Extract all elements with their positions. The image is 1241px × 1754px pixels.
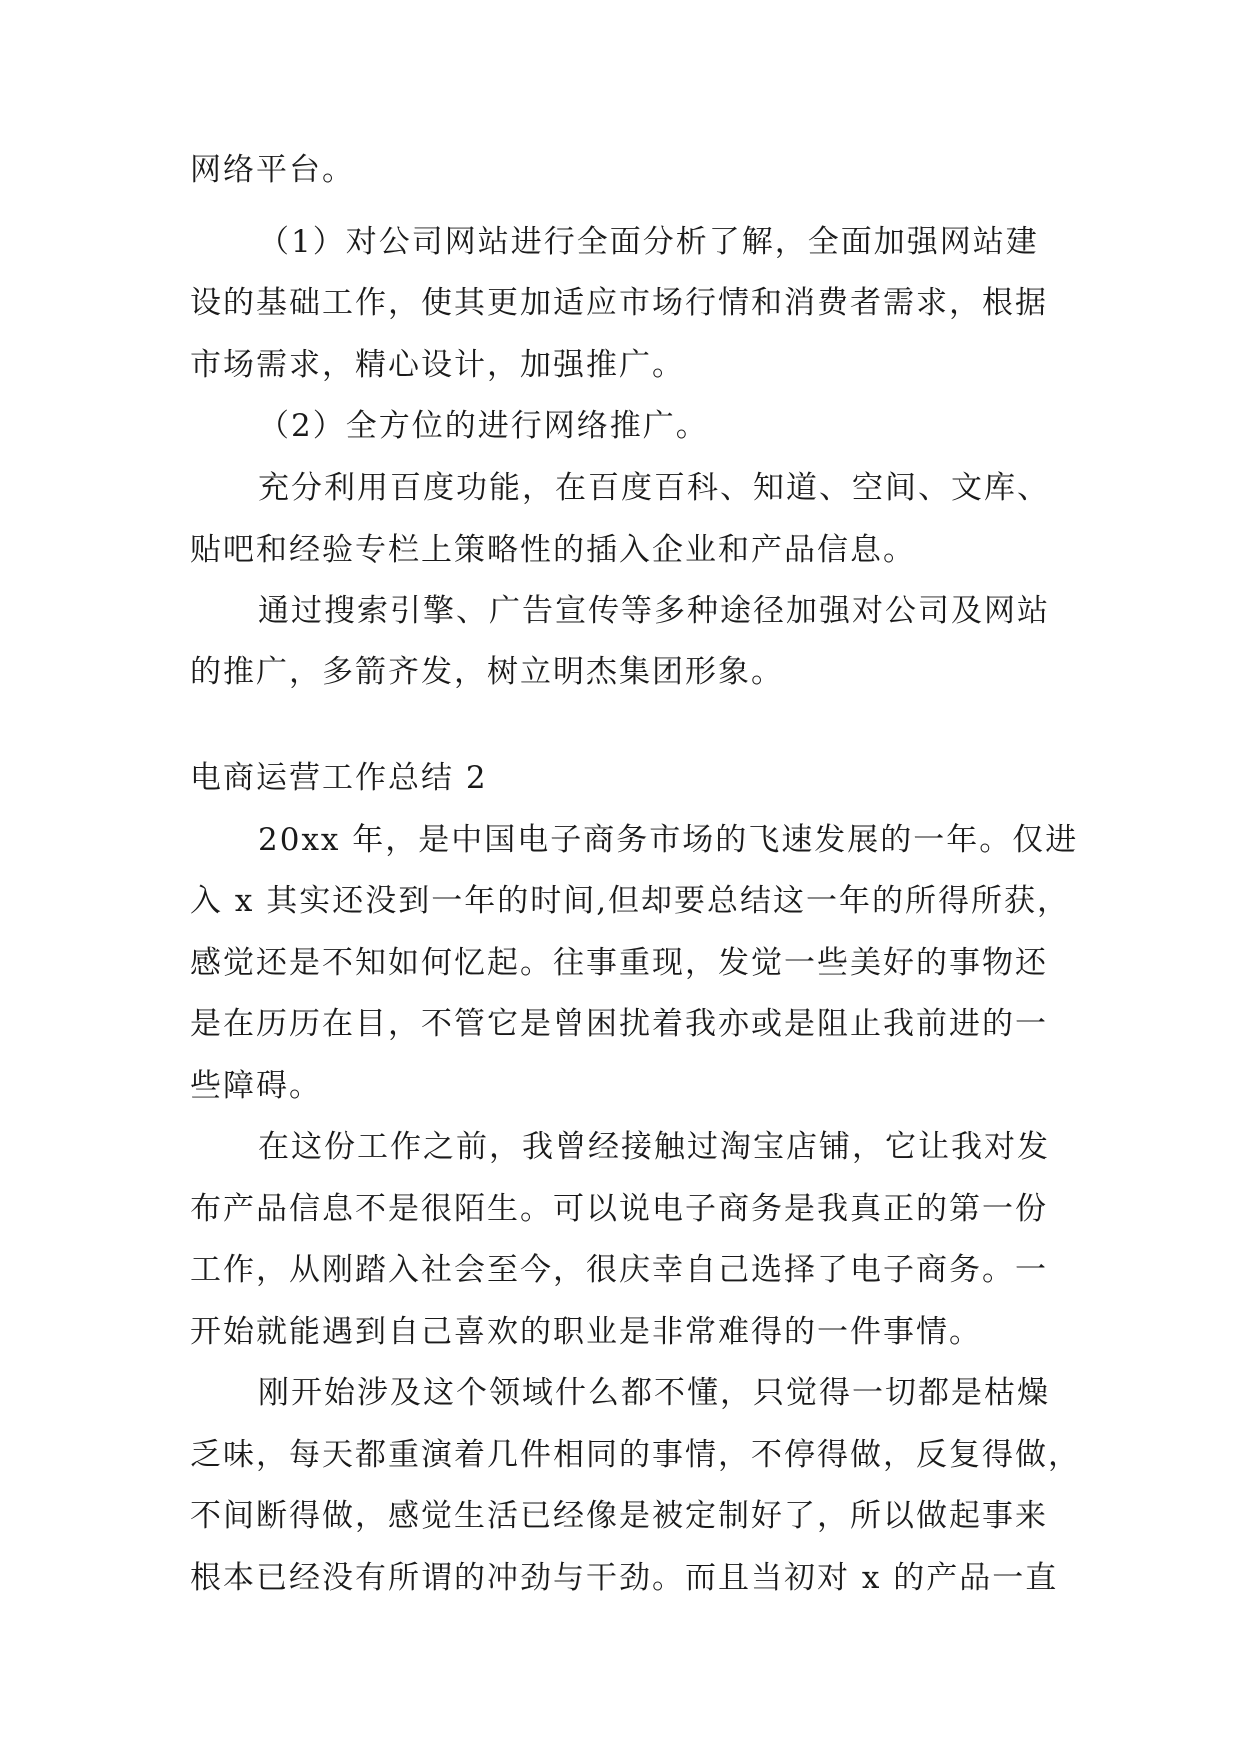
text-line: 些障碍。 [190,1068,322,1104]
text-line: 在这份工作之前，我曾经接触过淘宝店铺，它让我对发 [258,1129,1050,1165]
text-line: 市场需求，精心设计，加强推广。 [190,347,685,383]
text-line: 网络平台。 [190,152,355,188]
text-line: 的推广，多箭齐发，树立明杰集团形象。 [190,654,784,690]
text-line: 感觉还是不知如何忆起。往事重现，发觉一些美好的事物还 [190,945,1048,981]
text-line: 布产品信息不是很陌生。可以说电子商务是我真正的第一份 [190,1191,1048,1227]
text-line: 充分利用百度功能，在百度百科、知道、空间、文库、 [258,470,1050,506]
text-line: 乏味，每天都重演着几件相同的事情，不停得做，反复得做， [190,1437,1081,1473]
text-line: 是在历历在目，不管它是曾困扰着我亦或是阻止我前进的一 [190,1006,1048,1042]
text-line: 刚开始涉及这个领域什么都不懂，只觉得一切都是枯燥 [258,1375,1050,1411]
section-heading: 电商运营工作总结 2 [190,760,488,796]
text-line: 入 x 其实还没到一年的时间,但却要总结这一年的所得所获， [190,883,1071,919]
text-line: （2）全方位的进行网络推广。 [258,408,709,444]
text-line: 工作，从刚踏入社会至今，很庆幸自己选择了电子商务。一 [190,1252,1048,1288]
text-line: 20xx 年，是中国电子商务市场的飞速发展的一年。仅进 [258,822,1079,858]
text-line: （1）对公司网站进行全面分析了解，全面加强网站建 [258,224,1039,260]
text-line: 设的基础工作，使其更加适应市场行情和消费者需求，根据 [190,285,1048,321]
text-line: 贴吧和经验专栏上策略性的插入企业和产品信息。 [190,532,916,568]
text-line: 根本已经没有所谓的冲劲与干劲。而且当初对 x 的产品一直 [190,1560,1059,1596]
text-line: 通过搜索引擎、广告宣传等多种途径加强对公司及网站 [258,593,1050,629]
text-line: 开始就能遇到自己喜欢的职业是非常难得的一件事情。 [190,1314,982,1350]
text-line: 不间断得做，感觉生活已经像是被定制好了，所以做起事来 [190,1498,1048,1534]
